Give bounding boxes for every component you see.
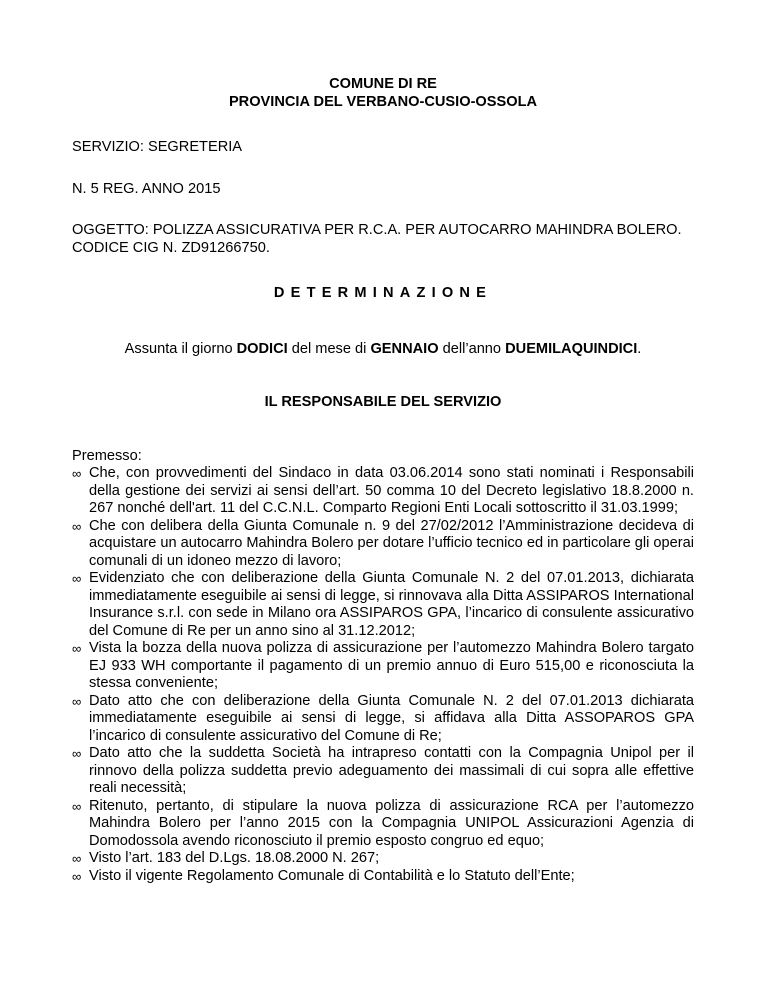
subject-line: OGGETTO: POLIZZA ASSICURATIVA PER R.C.A. PER AUTOCARRO MAHINDRA BOLERO. CODICE CIG N. ZD91266750. xyxy=(72,222,682,256)
list-item xyxy=(72,465,694,518)
infinity-bullet-icon: ∞ xyxy=(72,518,82,534)
determination-title: DETERMINAZIONE xyxy=(273,285,493,301)
document-page xyxy=(72,76,694,885)
list-item xyxy=(72,693,694,746)
date-day: DODICI xyxy=(236,340,288,357)
registry-number: N. 5 REG. ANNO 2015 xyxy=(72,180,221,197)
responsible-heading: IL RESPONSABILE DEL SERVIZIO xyxy=(264,394,502,410)
infinity-bullet-icon: ∞ xyxy=(72,868,82,884)
date-statement xyxy=(72,341,694,359)
date-text-3: dell’anno xyxy=(438,340,506,357)
list-item xyxy=(72,745,694,798)
list-item xyxy=(72,518,694,571)
premise-list xyxy=(72,465,694,885)
date-text-2: del mese di xyxy=(287,340,371,357)
service-line: SERVIZIO: SEGRETERIA xyxy=(72,139,243,155)
list-item-text: Che con delibera della Giunta Comunale n. 9 del 27/02/2012 l’Amministrazione decideva di acquistare un autocarro Mahindra Bolero per dotare l’ufficio tecnico ed in particolare gli operai comunali di un idoneo mezzo di lavoro; xyxy=(89,517,694,569)
list-item-text: Ritenuto, pertanto, di stipulare la nuova polizza di assicurazione RCA per l’automezzo Mahindra Bolero per l’anno 2015 con la Compagnia UNIPOL Assicurazioni Agenzia di Domodossola avendo riconosciuto il premio esposto congruo ed equo; xyxy=(89,797,694,849)
province-name: PROVINCIA DEL VERBANO-CUSIO-OSSOLA xyxy=(228,93,538,110)
infinity-bullet-icon: ∞ xyxy=(72,571,82,586)
list-item xyxy=(72,570,694,640)
list-item-text: Visto l’art. 183 del D.Lgs. 18.08.2000 N. 267; xyxy=(89,850,380,866)
date-text-4: . xyxy=(637,340,642,357)
list-item xyxy=(72,868,694,886)
infinity-bullet-icon: ∞ xyxy=(72,746,82,761)
date-text-1: Assunta il giorno xyxy=(124,340,237,357)
list-item-text: Che, con provvedimenti del Sindaco in data 03.06.2014 sono stati nominati i Responsabili della gestione dei servizi ai sensi dell’art. 50 comma 10 del Decreto legislativo 18.8.2000 n. 267 nonché dell'art. 11 del C.C.N.L. Comparto Regioni Enti Locali sottoscritto il 31.03.1999; xyxy=(89,465,694,516)
infinity-bullet-icon: ∞ xyxy=(72,851,82,866)
date-year: DUEMILAQUINDICI xyxy=(505,340,638,357)
municipality-name: COMUNE DI RE xyxy=(329,76,437,92)
list-item xyxy=(72,798,694,851)
date-month: GENNAIO xyxy=(370,340,439,357)
infinity-bullet-icon: ∞ xyxy=(72,641,82,656)
infinity-bullet-icon: ∞ xyxy=(72,798,82,814)
list-item xyxy=(72,640,694,693)
infinity-bullet-icon: ∞ xyxy=(72,693,82,709)
list-item-text: Evidenziato che con deliberazione della Giunta Comunale N. 2 del 07.01.2013, dichiarata immediatamente eseguibile ai sensi di legge, si rinnovava alla Ditta ASSIPAROS International Insurance s.r.l. con sede in Milano ora ASSIPAROS GPA, l’incarico di consulente assicurativo del Comune di Re per un anno sino al 31.12.2012; xyxy=(89,570,694,639)
premise-label: Premesso: xyxy=(72,447,142,464)
document-header xyxy=(72,76,694,111)
list-item-text: Visto il vigente Regolamento Comunale di Contabilità e lo Statuto dell’Ente; xyxy=(89,867,575,884)
list-item-text: Vista la bozza della nuova polizza di assicurazione per l’automezzo Mahindra Bolero targato EJ 933 WH comportante il pagamento di un premio annuo di Euro 515,00 e riconosciuta la stessa conveniente; xyxy=(89,640,694,691)
list-item-text: Dato atto che con deliberazione della Giunta Comunale N. 2 del 07.01.2013 dichiarata immediatamente eseguibile ai sensi di legge, si affidava alla Ditta ASSOPAROS GPA l’incarico di consulente assicurativo del Comune di Re; xyxy=(89,692,694,744)
list-item-text: Dato atto che la suddetta Società ha intrapreso contatti con la Compagnia Unipol per il rinnovo della polizza suddetta previo adeguamento dei massimali di cui sopra alle effettive reali necessità; xyxy=(89,745,694,796)
list-item xyxy=(72,850,694,868)
infinity-bullet-icon: ∞ xyxy=(72,466,82,481)
